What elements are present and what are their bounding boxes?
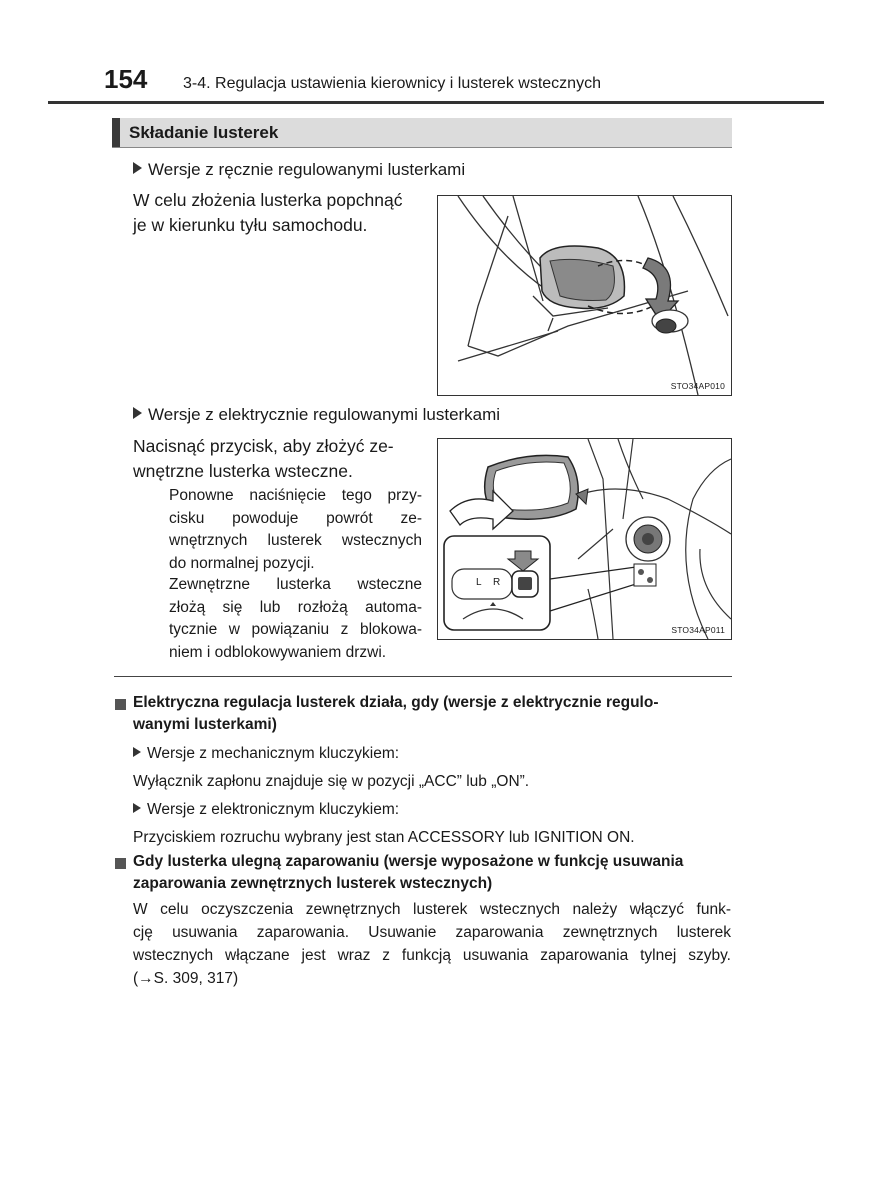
electronic-key-text: Przyciskiem rozruchu wybrany jest stan ACCESSORY lub IGNITION ON. <box>133 829 635 846</box>
electronic-key-label: Wersje z elektronicznym kluczykiem: <box>133 798 399 821</box>
manual-instruction: W celu złożenia lusterka popchnąć je w kierunku tyłu samochodu. <box>133 190 403 235</box>
section-heading-bar <box>112 118 120 148</box>
header-rule <box>48 101 824 104</box>
block2-text: W celu oczyszczenia zewnętrznych lusterek wstecznych należy włączyć funk- cję usuwania zaparowania. Usuwanie zaparowania zewnętrznych lusterek wstecznych włączane jest wraz z funkcją usuwania zaparowania tylnej szyby. (→S. 309, 317) <box>133 898 731 990</box>
electric-mirror-illustration <box>438 439 731 639</box>
section-rule <box>112 147 732 148</box>
block1-heading: Elektryczna regulacja lusterek działa, gdy (wersje z elektrycznie regulo- wanymi lusterkami) <box>133 694 659 733</box>
electric-note-1: Ponowne naciśnięcie tego przy- cisku powoduje powrót ze- wnętrznych lusterek wstecznych do normalnej pozycji. <box>169 487 422 572</box>
electric-note-2: Zewnętrzne lusterka wsteczne złożą się lub rozłożą automa- tycznie w powiązaniu z blokowa- niem i odblokowywaniem drzwi. <box>169 576 422 661</box>
section-divider <box>114 676 732 677</box>
chapter-title: 3-4. Regulacja ustawienia kierownicy i lusterek wstecznych <box>183 75 601 92</box>
figure-code: STO34AP011 <box>671 625 725 635</box>
triangle-bullet-icon <box>133 162 142 174</box>
electric-instruction: Nacisnąć przycisk, aby złożyć ze- wnętrzne lusterka wsteczne. <box>133 436 394 481</box>
block2-heading: Gdy lusterka ulegną zaparowaniu (wersje wyposażone w funkcję usuwania zaparowania zewnętrznych lusterek wstecznych) <box>133 853 684 892</box>
manual-mirror-figure <box>437 195 732 396</box>
switch-left-label: L <box>476 577 482 588</box>
triangle-bullet-icon <box>133 407 142 419</box>
switch-right-label: R <box>493 577 501 588</box>
page-number: 154 <box>104 64 148 94</box>
section-title: Składanie lusterek <box>129 123 279 142</box>
figure-code: STO34AP010 <box>670 381 725 391</box>
manual-mirror-illustration <box>438 196 731 395</box>
page-reference: (→S. 309, 317) <box>133 970 239 987</box>
square-bullet-icon <box>115 697 126 715</box>
electric-mirror-figure <box>437 438 732 640</box>
manual-variant-label: Wersje z ręcznie regulowanymi lusterkami <box>133 160 465 180</box>
electric-variant-label: Wersje z elektrycznie regulowanymi lusterkami <box>133 405 500 425</box>
mechanical-key-text: Wyłącznik zapłonu znajduje się w pozycji „ACC” lub „ON”. <box>133 773 530 790</box>
square-bullet-icon <box>115 856 126 874</box>
triangle-bullet-icon <box>133 747 141 757</box>
mechanical-key-label: Wersje z mechanicznym kluczykiem: <box>133 742 399 765</box>
section-heading <box>112 118 732 148</box>
triangle-bullet-icon <box>133 803 141 813</box>
